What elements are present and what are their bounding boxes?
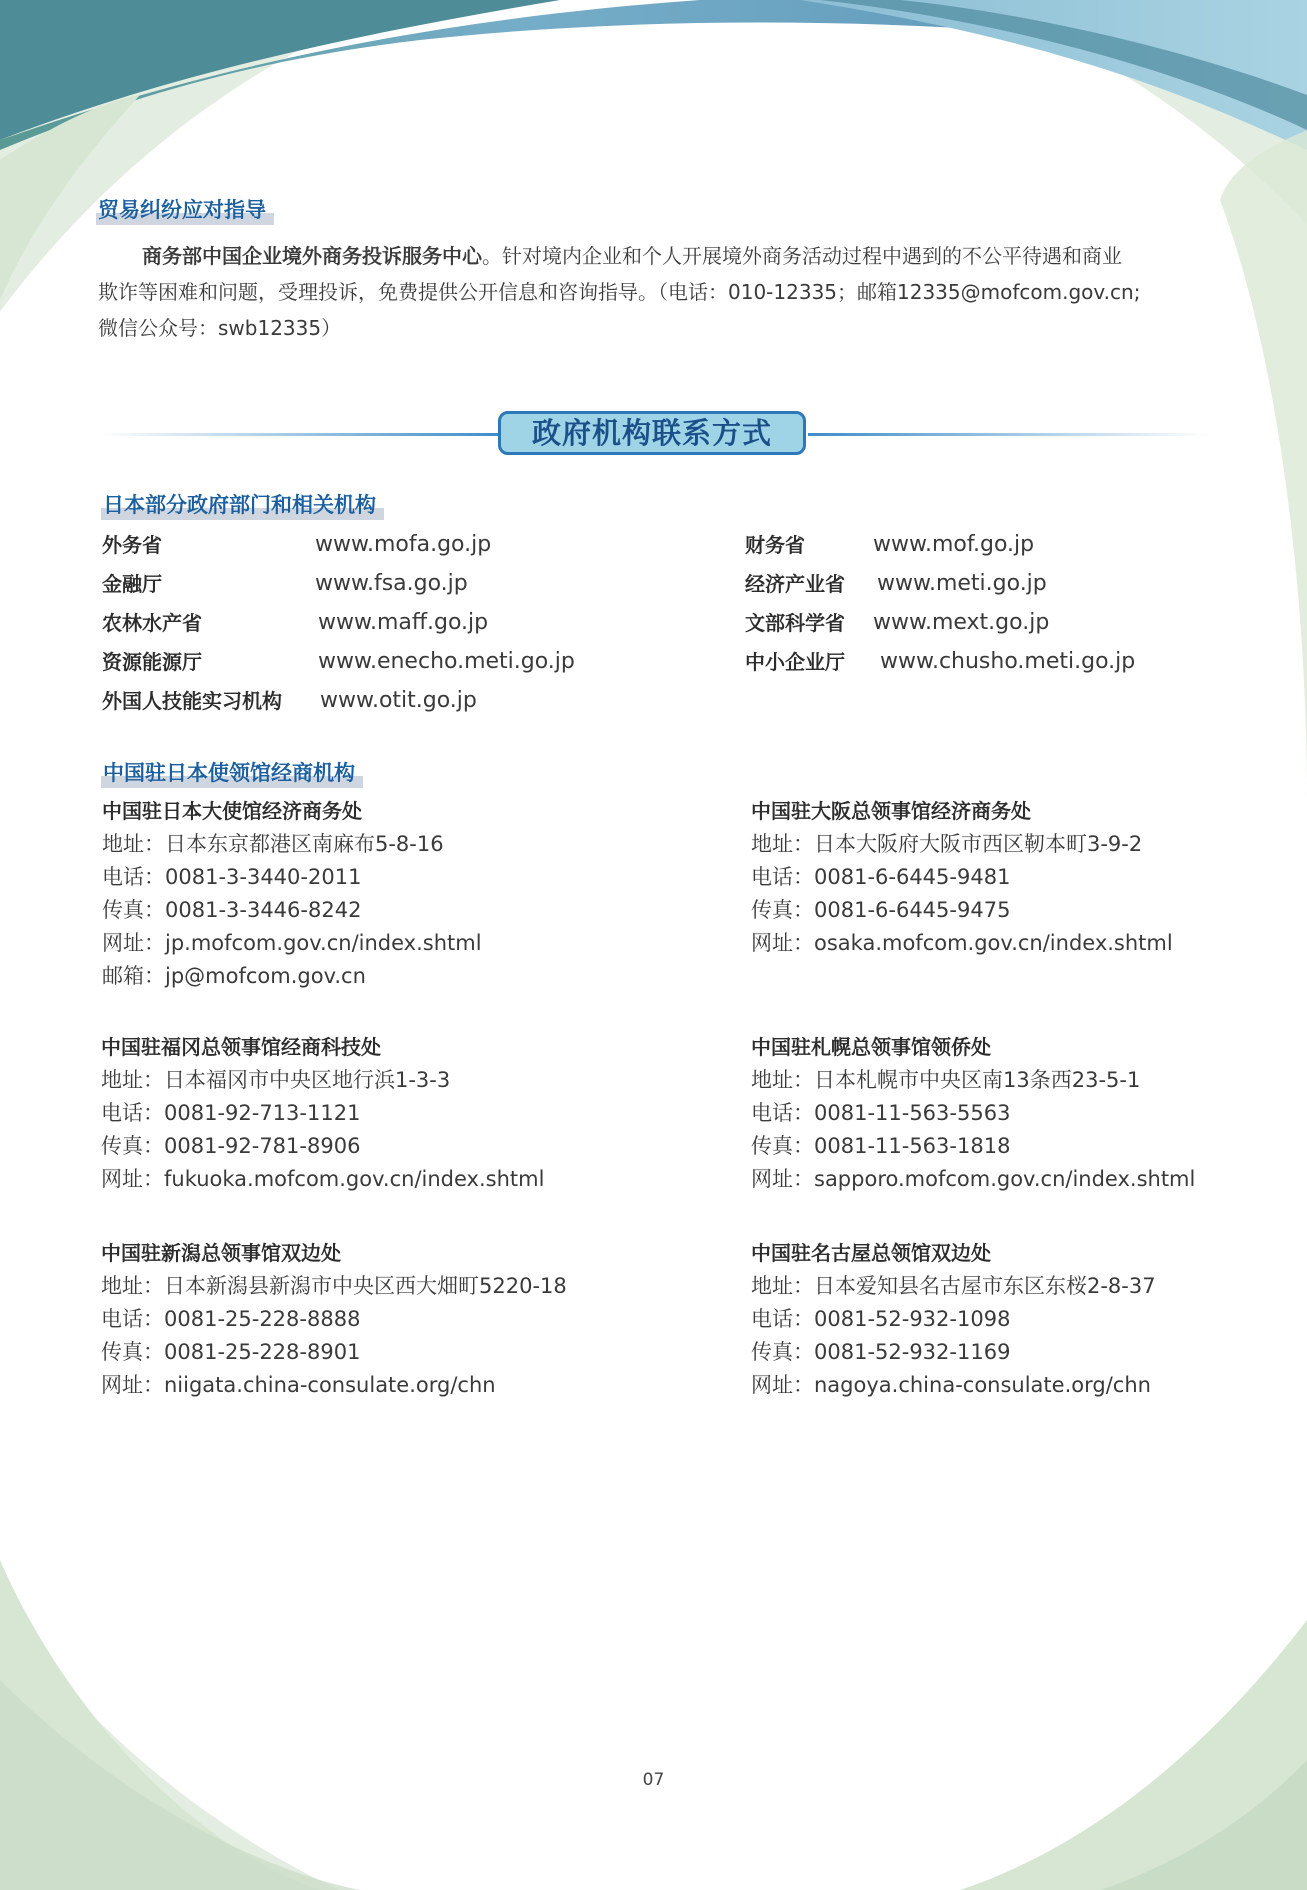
office-website[interactable]: 网址：niigata.china-consulate.org/chn: [101, 1373, 496, 1397]
agency-name: 资源能源厅: [102, 650, 202, 674]
agency-name: 外务省: [102, 533, 162, 557]
office-fax: 传真：0081-92-781-8906: [101, 1134, 361, 1158]
banner-divider-right: [808, 433, 1208, 436]
office-phone: 电话：0081-6-6445-9481: [751, 865, 1011, 889]
office-website[interactable]: 网址：osaka.mofcom.gov.cn/index.shtml: [751, 931, 1173, 955]
office-phone: 电话：0081-25-228-8888: [101, 1307, 361, 1331]
office-title: 中国驻日本大使馆经济商务处: [102, 799, 362, 823]
intro-paragraph-line-1: [98, 238, 1122, 274]
office-fax: 传真：0081-6-6445-9475: [751, 898, 1011, 922]
agency-name: 财务省: [745, 533, 805, 557]
office-fax: 传真：0081-11-563-1818: [751, 1134, 1011, 1158]
agency-name: 经济产业省: [745, 572, 845, 596]
agency-url[interactable]: www.otit.go.jp: [320, 688, 477, 713]
section-title-trade-dispute: 贸易纠纷应对指导: [96, 195, 274, 225]
agency-url[interactable]: www.mof.go.jp: [873, 532, 1035, 557]
office-fax: 传真：0081-52-932-1169: [751, 1340, 1011, 1364]
office-title: 中国驻札幌总领事馆领侨处: [751, 1035, 991, 1059]
agency-url[interactable]: www.fsa.go.jp: [315, 571, 468, 596]
page-number: 07: [642, 1770, 665, 1790]
office-title: 中国驻名古屋总领馆双边处: [751, 1241, 991, 1265]
office-address: 地址：日本东京都港区南麻布5-8-16: [102, 832, 444, 856]
agency-name: 外国人技能实习机构: [102, 689, 282, 713]
office-block-sapporo: [751, 1031, 1307, 1196]
office-website[interactable]: 网址：fukuoka.mofcom.gov.cn/index.shtml: [101, 1167, 545, 1191]
intro-line1-rest: 。针对境内企业和个人开展境外商务活动过程中遇到的不公平待遇和商业: [482, 244, 1122, 268]
office-email[interactable]: 邮箱：jp@mofcom.gov.cn: [102, 964, 366, 988]
agency-name: 文部科学省: [745, 611, 845, 635]
agency-name: 农林水产省: [102, 611, 202, 635]
banner-title: 政府机构联系方式: [498, 411, 806, 455]
banner-divider-left: [100, 433, 500, 436]
office-address: 地址：日本福冈市中央区地行浜1-3-3: [101, 1068, 451, 1092]
office-phone: 电话：0081-11-563-5563: [751, 1101, 1011, 1125]
intro-paragraph-line-2: 欺诈等困难和问题，受理投诉，免费提供公开信息和咨询指导。（电话：010-12335；邮箱12335@mofcom.gov.cn;: [98, 280, 1141, 304]
office-fax: 传真：0081-3-3446-8242: [102, 898, 362, 922]
office-block-osaka: [751, 795, 1307, 960]
office-phone: 电话：0081-52-932-1098: [751, 1307, 1011, 1331]
office-website[interactable]: 网址：sapporo.mofcom.gov.cn/index.shtml: [751, 1167, 1196, 1191]
intro-paragraph-line-3: 微信公众号：swb12335）: [98, 316, 342, 340]
intro-bold-lead: 商务部中国企业境外商务投诉服务中心: [142, 244, 482, 268]
office-title: 中国驻大阪总领事馆经济商务处: [751, 799, 1031, 823]
section-title-embassy-offices: 中国驻日本使领馆经商机构: [101, 758, 363, 788]
office-title: 中国驻福冈总领事馆经商科技处: [101, 1035, 381, 1059]
agency-url[interactable]: www.chusho.meti.go.jp: [880, 649, 1136, 674]
agency-url[interactable]: www.mext.go.jp: [873, 610, 1050, 635]
office-phone: 电话：0081-3-3440-2011: [102, 865, 362, 889]
office-website[interactable]: 网址：jp.mofcom.gov.cn/index.shtml: [102, 931, 482, 955]
office-phone: 电话：0081-92-713-1121: [101, 1101, 361, 1125]
office-address: 地址：日本新潟县新潟市中央区西大畑町5220-18: [101, 1274, 567, 1298]
agency-url[interactable]: www.mofa.go.jp: [315, 532, 492, 557]
agency-url[interactable]: www.maff.go.jp: [318, 610, 489, 635]
office-address: 地址：日本札幌市中央区南13条西23-5-1: [751, 1068, 1141, 1092]
section-title-japan-agencies: 日本部分政府部门和相关机构: [101, 490, 384, 520]
office-website[interactable]: 网址：nagoya.china-consulate.org/chn: [751, 1373, 1151, 1397]
office-title: 中国驻新潟总领事馆双边处: [101, 1241, 341, 1265]
agency-name: 金融厅: [102, 572, 162, 596]
office-fax: 传真：0081-25-228-8901: [101, 1340, 361, 1364]
agency-url[interactable]: www.meti.go.jp: [877, 571, 1047, 596]
office-address: 地址：日本爱知县名古屋市东区东桜2-8-37: [751, 1274, 1156, 1298]
office-address: 地址：日本大阪府大阪市西区靭本町3-9-2: [751, 832, 1143, 856]
agency-url[interactable]: www.enecho.meti.go.jp: [318, 649, 575, 674]
office-block-niigata: [101, 1237, 721, 1402]
office-block-nagoya: [751, 1237, 1307, 1402]
office-block-fukuoka: [101, 1031, 721, 1196]
agency-name: 中小企业厅: [745, 650, 845, 674]
office-block-tokyo: [102, 795, 722, 993]
